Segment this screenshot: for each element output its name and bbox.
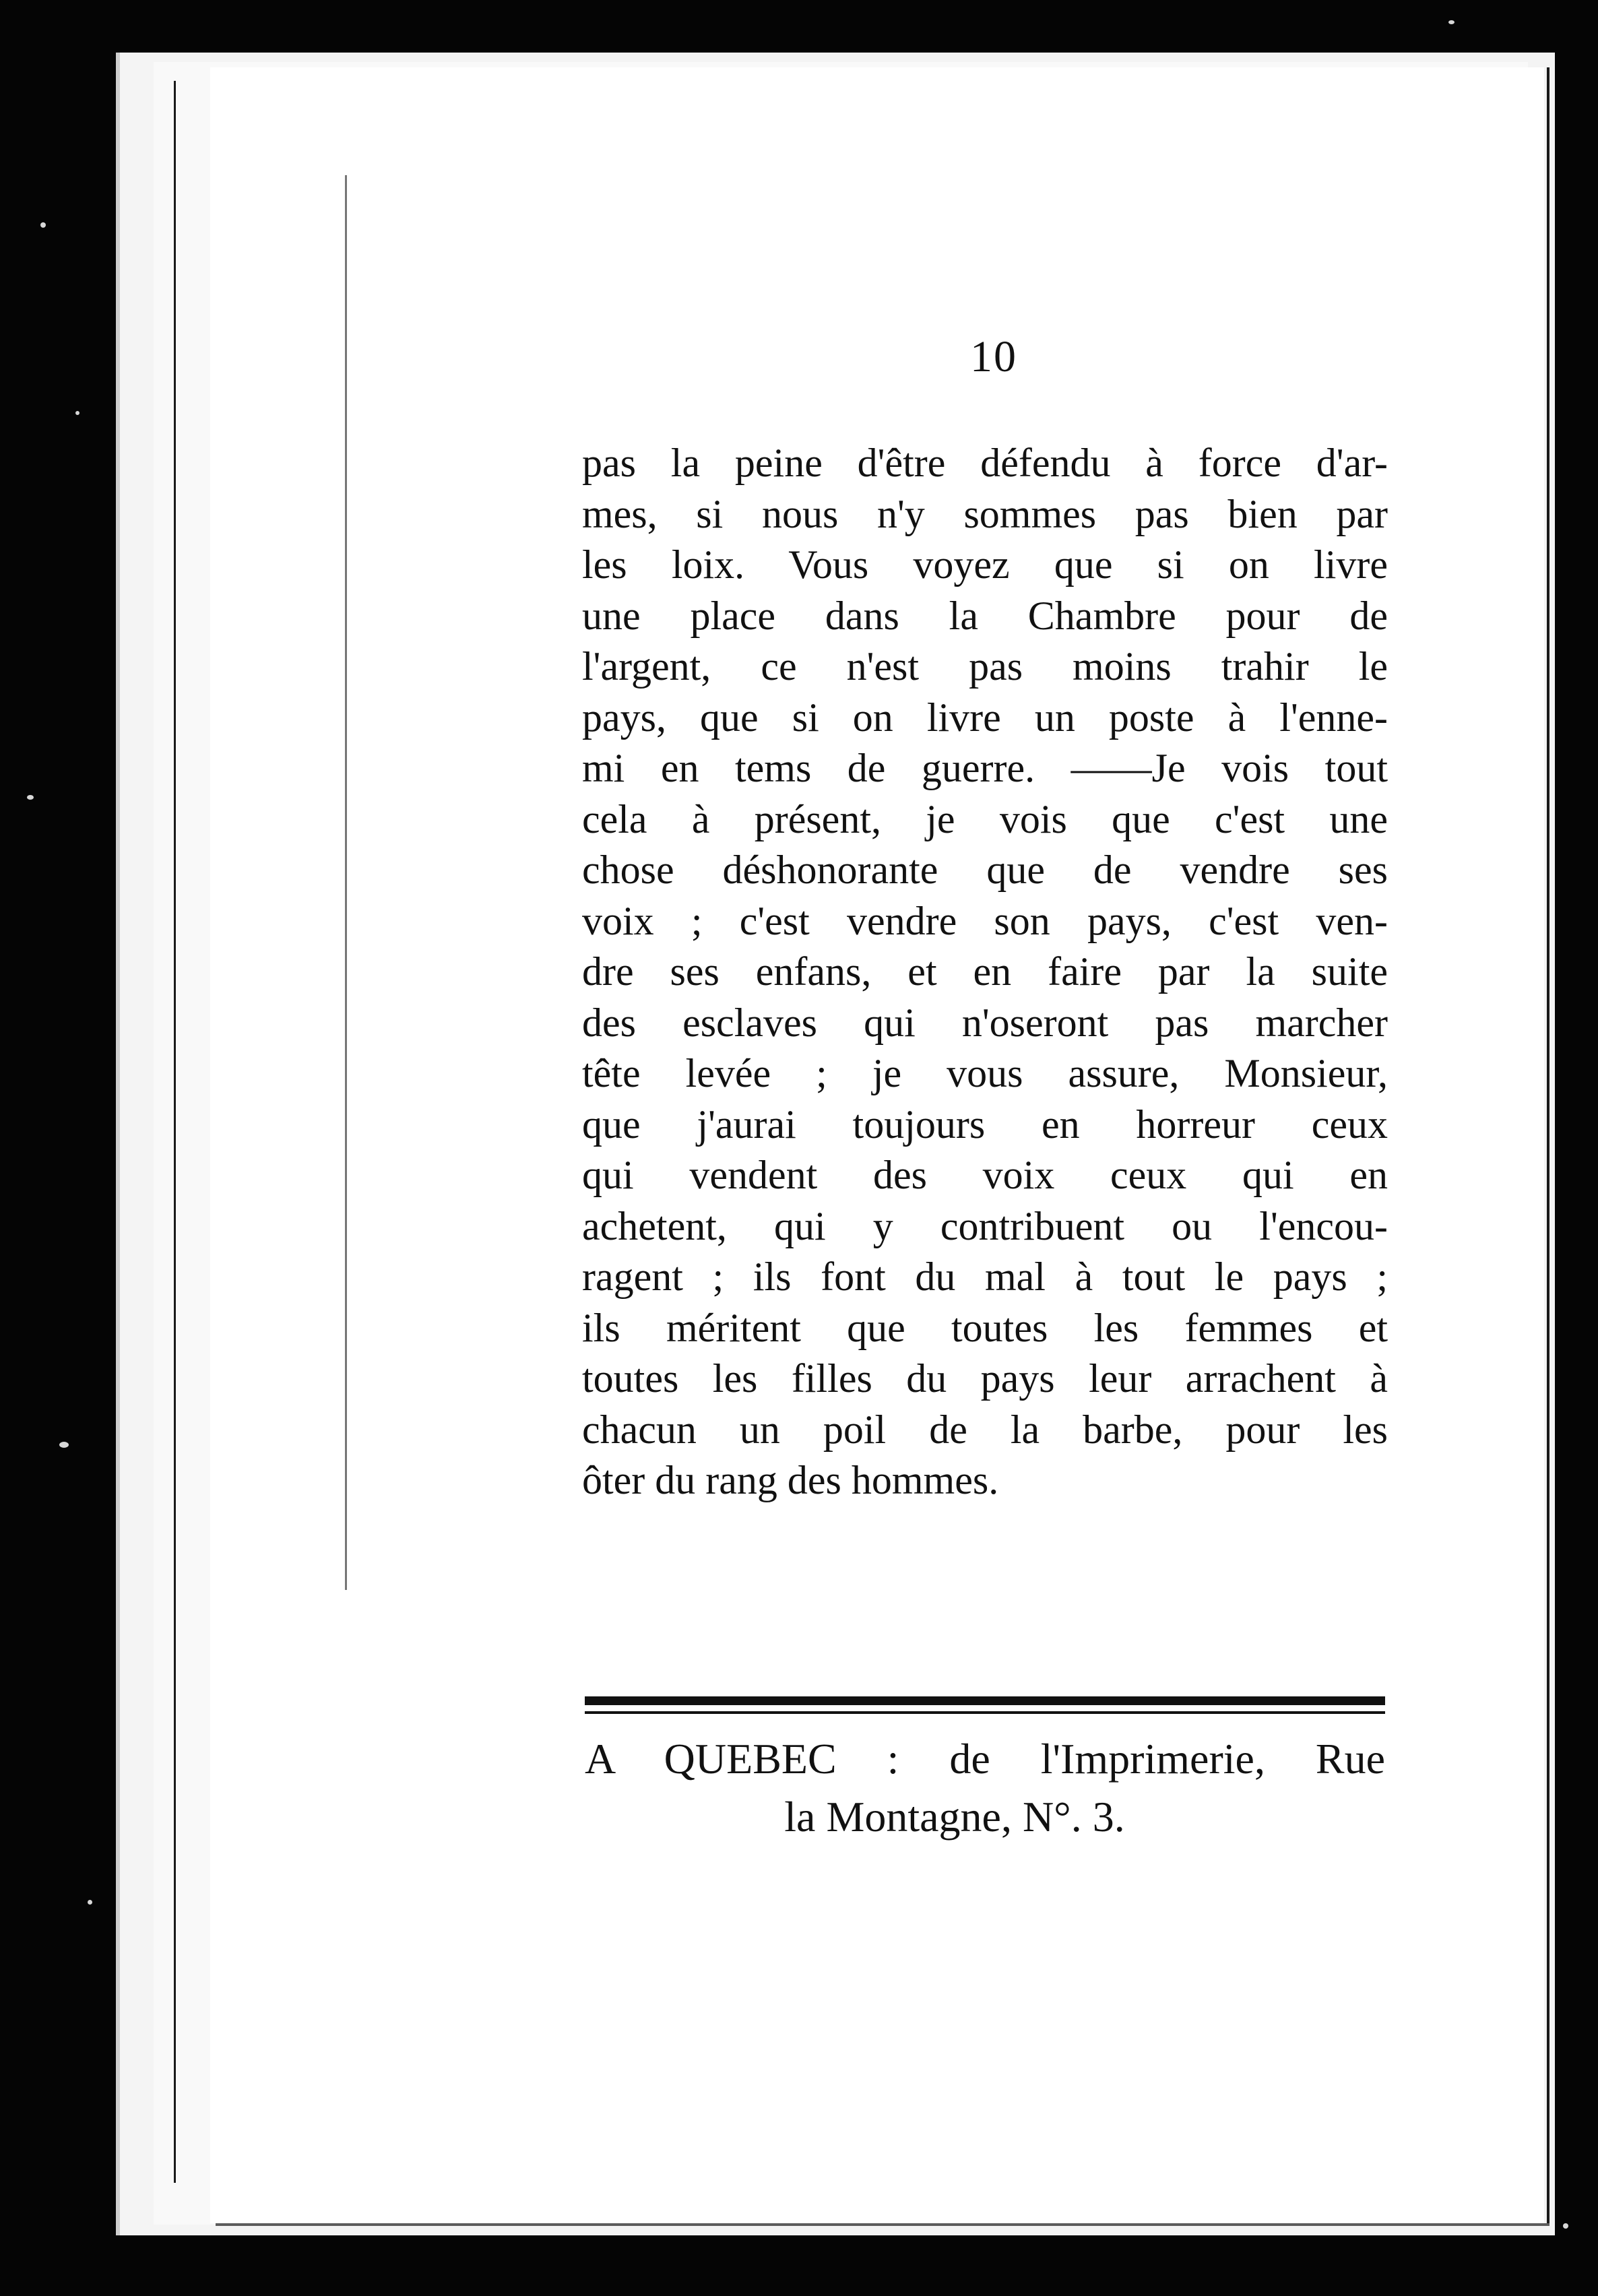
dust-speck	[40, 222, 46, 228]
text-line: toutes les filles du pays leur arrachent à	[582, 1356, 1388, 1401]
text-line: l'argent, ce n'est pas moins trahir le	[582, 644, 1388, 689]
dust-speck	[1563, 2223, 1568, 2229]
page-edge-shadow	[345, 175, 347, 1590]
dust-speck	[1448, 20, 1455, 24]
text-line: pas la peine d'être défendu à force d'ar-	[582, 441, 1388, 485]
text-line: tête levée ; je vous assure, Monsieur,	[582, 1051, 1388, 1095]
imprint-rule-thin	[585, 1711, 1385, 1714]
text-line: cela à présent, je vois que c'est une	[582, 796, 1388, 841]
text-line: que j'aurai toujours en horreur ceux	[582, 1102, 1388, 1147]
text-line: une place dans la Chambre pour de	[582, 593, 1388, 638]
text-line: ôter du rang des hommes.	[582, 1458, 999, 1502]
text-line: mes, si nous n'y sommes pas bien par	[582, 491, 1388, 536]
text-line: pays, que si on livre un poste à l'enne-	[582, 695, 1388, 740]
text-line: ils méritent que toutes les femmes et	[582, 1305, 1388, 1350]
page-fold-line	[1547, 67, 1549, 2223]
dust-speck	[75, 411, 79, 415]
dust-speck	[88, 1900, 92, 1905]
text-line: les loix. Vous voyez que si on livre	[582, 542, 1388, 587]
imprint-rule-thick	[585, 1696, 1385, 1705]
text-line: des esclaves qui n'oseront pas marcher	[582, 1000, 1388, 1045]
dust-speck	[27, 795, 34, 800]
imprint-line-1: A QUEBEC : de l'Imprimerie, Rue	[585, 1735, 1385, 1783]
imprint	[585, 1730, 1385, 1846]
text-line: mi en tems de guerre. ——Je vois tout	[582, 746, 1388, 790]
imprint-line-2: la Montagne, N°. 3.	[784, 1793, 1125, 1841]
page-edge-shadow	[174, 81, 176, 2183]
text-line: ragent ; ils font du mal à tout le pays ;	[582, 1254, 1388, 1299]
text-line: dre ses enfans, et en faire par la suite	[582, 949, 1388, 994]
text-line: chose déshonorante que de vendre ses	[582, 848, 1388, 892]
text-line: qui vendent des voix ceux qui en	[582, 1153, 1388, 1197]
page-number: 10	[970, 332, 1017, 381]
page-bottom-edge	[216, 2223, 1549, 2226]
dust-speck	[59, 1442, 69, 1448]
text-line: voix ; c'est vendre son pays, c'est ven-	[582, 898, 1388, 943]
text-line: chacun un poil de la barbe, pour les	[582, 1407, 1388, 1452]
body-text	[582, 438, 1388, 1506]
text-line: achetent, qui y contribuent ou l'encou-	[582, 1203, 1388, 1248]
